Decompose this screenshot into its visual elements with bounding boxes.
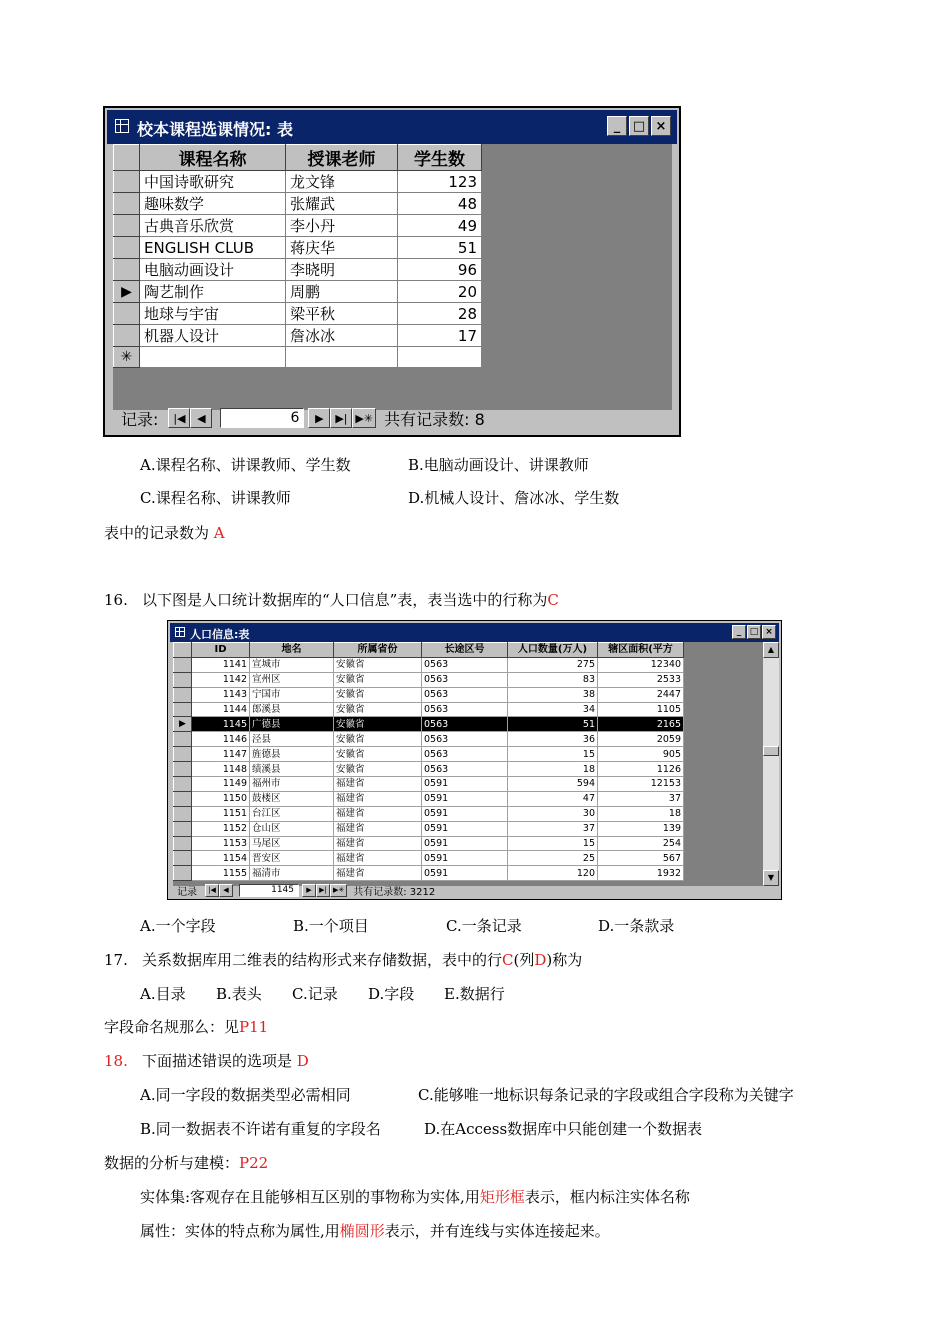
cell-teacher[interactable]: 詹冰冰	[286, 325, 398, 347]
cell-province[interactable]: 福建省	[334, 836, 422, 851]
row-selector[interactable]	[174, 702, 192, 717]
row-selector[interactable]	[114, 303, 140, 325]
cell-name[interactable]: 宣城市	[250, 657, 334, 672]
cell-name[interactable]: 泾县	[250, 732, 334, 747]
close-button[interactable]: ×	[762, 625, 776, 639]
cell-province[interactable]: 安徽省	[334, 687, 422, 702]
cell-province[interactable]: 福建省	[334, 791, 422, 806]
column-header-teacher[interactable]: 授课老师	[286, 145, 398, 171]
cell-id[interactable]: 1145	[192, 717, 250, 732]
window-titlebar[interactable]	[170, 623, 779, 642]
record-count-line: 表中的记录数为 A	[104, 524, 225, 542]
row-selector[interactable]	[114, 171, 140, 193]
cell-teacher[interactable]: 李晓明	[286, 259, 398, 281]
q17-option-d: D.字段	[368, 985, 415, 1003]
q17-option-c: C.记录	[292, 985, 338, 1003]
table-row[interactable]	[174, 747, 684, 762]
cell-id[interactable]: 1154	[192, 851, 250, 866]
row-selector[interactable]	[174, 657, 192, 672]
minimize-button[interactable]: _	[732, 625, 746, 639]
cell-name[interactable]: 福州市	[250, 777, 334, 792]
row-selector[interactable]	[174, 851, 192, 866]
cell-area[interactable]: 2447	[598, 687, 684, 702]
cell-name[interactable]: 仓山区	[250, 821, 334, 836]
row-selector[interactable]	[174, 762, 192, 777]
row-selector[interactable]	[174, 732, 192, 747]
record-navigation-bar	[173, 883, 435, 897]
q15-option-d: D.机械人设计、詹冰冰、学生数	[408, 489, 620, 507]
cell-area[interactable]: 2165	[598, 717, 684, 732]
cell-areacode[interactable]: 0563	[422, 747, 508, 762]
cell-area[interactable]: 254	[598, 836, 684, 851]
cell-province[interactable]: 福建省	[334, 851, 422, 866]
cell-population[interactable]: 51	[508, 717, 598, 732]
table-row[interactable]	[114, 215, 482, 237]
column-header-name[interactable]: 地名	[250, 643, 334, 658]
cell-area[interactable]: 2059	[598, 732, 684, 747]
minimize-button[interactable]: _	[607, 116, 627, 136]
q17-options	[140, 984, 505, 1004]
table-row[interactable]	[114, 303, 482, 325]
cell-name[interactable]: 郎溪县	[250, 702, 334, 717]
last-record-button[interactable]: ▶|	[330, 408, 352, 428]
entity-definition: 实体集:客观存在且能够相互区别的事物称为实体,用矩形框表示，框内标注实体名称	[140, 1188, 690, 1206]
cell-area[interactable]: 37	[598, 791, 684, 806]
row-selector[interactable]	[174, 687, 192, 702]
cell-areacode[interactable]: 0563	[422, 762, 508, 777]
column-header-area[interactable]: 辖区面积(平方	[598, 643, 684, 658]
cell-name[interactable]: 马尾区	[250, 836, 334, 851]
cell-province[interactable]: 安徽省	[334, 732, 422, 747]
table-row[interactable]	[174, 851, 684, 866]
cell-population[interactable]: 34	[508, 702, 598, 717]
table-row[interactable]	[114, 281, 482, 303]
cell-name[interactable]: 福清市	[250, 866, 334, 881]
cell-areacode[interactable]: 0591	[422, 791, 508, 806]
select-all-corner[interactable]	[114, 145, 140, 171]
select-all-corner[interactable]	[174, 643, 192, 658]
cell-province[interactable]: 安徽省	[334, 657, 422, 672]
scroll-up-arrow-icon[interactable]: ▲	[763, 642, 779, 658]
q18-option-d: D.在Access数据库中只能创建一个数据表	[424, 1120, 703, 1138]
cell-id[interactable]: 1152	[192, 821, 250, 836]
population-table-window	[167, 620, 782, 900]
cell-name[interactable]: 鼓楼区	[250, 791, 334, 806]
cell-areacode[interactable]: 0563	[422, 687, 508, 702]
empty-cell[interactable]	[286, 347, 398, 368]
record-navigation-bar	[113, 405, 672, 431]
scroll-down-arrow-icon[interactable]: ▼	[763, 870, 779, 886]
cell-course[interactable]: ENGLISH CLUB	[140, 237, 286, 259]
cell-id[interactable]: 1144	[192, 702, 250, 717]
cell-count[interactable]: 96	[398, 259, 482, 281]
empty-cell[interactable]	[398, 347, 482, 368]
q17-answer-row: C	[502, 951, 514, 969]
prev-record-button[interactable]: ◀	[190, 408, 212, 428]
cell-population[interactable]: 594	[508, 777, 598, 792]
first-record-button[interactable]: |◀	[205, 884, 219, 897]
q17-question: 17. 关系数据库用二维表的结构形式来存储数据，表中的行C(列D)称为	[104, 951, 583, 969]
table-row[interactable]	[174, 687, 684, 702]
window-title: 人口信息:表	[190, 628, 250, 641]
cell-population[interactable]: 37	[508, 821, 598, 836]
vertical-scrollbar[interactable]	[763, 642, 779, 886]
cell-area[interactable]: 1932	[598, 866, 684, 881]
row-selector[interactable]	[174, 866, 192, 881]
cell-population[interactable]: 38	[508, 687, 598, 702]
row-selector[interactable]	[114, 325, 140, 347]
cell-teacher[interactable]: 李小丹	[286, 215, 398, 237]
cell-teacher[interactable]: 周鹏	[286, 281, 398, 303]
row-selector[interactable]	[114, 215, 140, 237]
close-button[interactable]: ×	[651, 116, 671, 136]
row-selector[interactable]	[114, 259, 140, 281]
table-icon	[115, 119, 129, 133]
q16-answer: C	[547, 591, 559, 609]
table-row[interactable]	[174, 762, 684, 777]
cell-province[interactable]: 安徽省	[334, 762, 422, 777]
modeling-ref: P22	[239, 1154, 269, 1172]
cell-areacode[interactable]: 0591	[422, 866, 508, 881]
row-selector[interactable]: ▶	[114, 281, 140, 303]
table-row[interactable]	[174, 791, 684, 806]
cell-id[interactable]: 1155	[192, 866, 250, 881]
record-label: 记录	[177, 886, 197, 898]
column-header-province[interactable]: 所属省份	[334, 643, 422, 658]
cell-province[interactable]: 安徽省	[334, 747, 422, 762]
q17-answer-col: D	[534, 951, 547, 969]
current-record-input[interactable]: 1145	[239, 884, 299, 897]
cell-id[interactable]: 1143	[192, 687, 250, 702]
cell-course[interactable]: 机器人设计	[140, 325, 286, 347]
scroll-thumb[interactable]	[763, 746, 779, 756]
row-selector[interactable]: ▶	[174, 717, 192, 732]
next-record-button[interactable]: ▶	[302, 884, 316, 897]
cell-areacode[interactable]: 0591	[422, 806, 508, 821]
cell-province[interactable]: 福建省	[334, 866, 422, 881]
cell-course[interactable]: 古典音乐欣赏	[140, 215, 286, 237]
cell-name[interactable]: 绩溪县	[250, 762, 334, 777]
cell-population[interactable]: 18	[508, 762, 598, 777]
cell-count[interactable]: 20	[398, 281, 482, 303]
cell-province[interactable]: 福建省	[334, 821, 422, 836]
row-selector[interactable]	[174, 821, 192, 836]
record-count-answer: A	[213, 524, 225, 542]
cell-count[interactable]: 28	[398, 303, 482, 325]
cell-course[interactable]: 中国诗歌研究	[140, 171, 286, 193]
table-row[interactable]	[174, 866, 684, 881]
cell-area[interactable]: 567	[598, 851, 684, 866]
cell-areacode[interactable]: 0563	[422, 702, 508, 717]
cell-areacode[interactable]: 0563	[422, 717, 508, 732]
table-row[interactable]	[174, 672, 684, 687]
total-records: 共有记录数: 3212	[353, 886, 436, 898]
new-record-button[interactable]: ▶✳	[352, 408, 376, 428]
cell-id[interactable]: 1147	[192, 747, 250, 762]
record-label: 记录:	[121, 409, 159, 429]
row-selector[interactable]	[114, 193, 140, 215]
table-row[interactable]	[114, 237, 482, 259]
course-selection-table-window	[103, 106, 681, 437]
column-header-id[interactable]: ID	[192, 643, 250, 658]
q17-option-e: E.数据行	[444, 985, 505, 1003]
q17-option-b: B.表头	[216, 985, 262, 1003]
cell-population[interactable]: 36	[508, 732, 598, 747]
cell-population[interactable]: 47	[508, 791, 598, 806]
table-row[interactable]	[114, 171, 482, 193]
row-selector[interactable]	[174, 836, 192, 851]
column-header-areacode[interactable]: 长途区号	[422, 643, 508, 658]
q18-option-b: B.同一数据表不许诺有重复的字段名	[140, 1120, 381, 1138]
cell-province[interactable]: 安徽省	[334, 672, 422, 687]
cell-area[interactable]: 1105	[598, 702, 684, 717]
q15-option-c: C.课程名称、讲课教师	[140, 489, 291, 507]
cell-id[interactable]: 1146	[192, 732, 250, 747]
cell-province[interactable]: 福建省	[334, 806, 422, 821]
table-row[interactable]	[114, 259, 482, 281]
cell-population[interactable]: 83	[508, 672, 598, 687]
cell-area[interactable]: 1126	[598, 762, 684, 777]
cell-name[interactable]: 广德县	[250, 717, 334, 732]
cell-count[interactable]: 17	[398, 325, 482, 347]
datasheet-grid	[173, 642, 764, 886]
row-selector[interactable]	[114, 237, 140, 259]
row-selector[interactable]	[174, 806, 192, 821]
cell-areacode[interactable]: 0591	[422, 851, 508, 866]
next-record-button[interactable]: ▶	[308, 408, 330, 428]
cell-id[interactable]: 1148	[192, 762, 250, 777]
cell-area[interactable]: 12340	[598, 657, 684, 672]
cell-province[interactable]: 安徽省	[334, 717, 422, 732]
cell-count[interactable]: 51	[398, 237, 482, 259]
q18-answer: D	[296, 1052, 309, 1070]
window-titlebar[interactable]	[107, 110, 677, 144]
empty-cell[interactable]	[140, 347, 286, 368]
cell-name[interactable]: 晋安区	[250, 851, 334, 866]
q16-option-d: D.一条款录	[598, 917, 675, 935]
cell-area[interactable]: 139	[598, 821, 684, 836]
cell-population[interactable]: 120	[508, 866, 598, 881]
table-row[interactable]	[174, 777, 684, 792]
modeling-heading: 数据的分析与建模：P22	[104, 1154, 269, 1172]
q16-option-c: C.一条记录	[446, 917, 522, 935]
table-row[interactable]	[174, 732, 684, 747]
row-selector[interactable]	[174, 777, 192, 792]
cell-id[interactable]: 1149	[192, 777, 250, 792]
datasheet-table	[113, 144, 482, 368]
table-row[interactable]	[114, 325, 482, 347]
table-row[interactable]	[174, 836, 684, 851]
cell-course[interactable]: 趣味数学	[140, 193, 286, 215]
first-record-button[interactable]: |◀	[168, 408, 190, 428]
cell-count[interactable]: 48	[398, 193, 482, 215]
cell-name[interactable]: 旌德县	[250, 747, 334, 762]
cell-id[interactable]: 1141	[192, 657, 250, 672]
cell-course[interactable]: 电脑动画设计	[140, 259, 286, 281]
table-icon	[175, 627, 185, 637]
cell-areacode[interactable]: 0591	[422, 821, 508, 836]
cell-population[interactable]: 275	[508, 657, 598, 672]
cell-id[interactable]: 1153	[192, 836, 250, 851]
cell-population[interactable]: 25	[508, 851, 598, 866]
cell-teacher[interactable]: 龙文锋	[286, 171, 398, 193]
datasheet-grid	[113, 144, 672, 410]
cell-area[interactable]: 18	[598, 806, 684, 821]
cell-population[interactable]: 15	[508, 747, 598, 762]
new-record-row[interactable]	[114, 347, 482, 368]
cell-province[interactable]: 福建省	[334, 777, 422, 792]
cell-areacode[interactable]: 0591	[422, 836, 508, 851]
window-title: 校本课程选课情况: 表	[137, 120, 293, 139]
table-row[interactable]	[174, 702, 684, 717]
cell-teacher[interactable]: 蒋庆华	[286, 237, 398, 259]
q16-option-a: A.一个字段	[140, 917, 216, 935]
q16-question: 16. 以下图是人口统计数据库的“人口信息”表，表当选中的行称为C	[104, 591, 559, 609]
q17-option-a: A.目录	[140, 985, 186, 1003]
table-row[interactable]	[174, 821, 684, 836]
cell-id[interactable]: 1151	[192, 806, 250, 821]
field-naming-note: 字段命名规那么：见P11	[104, 1018, 269, 1036]
cell-count[interactable]: 123	[398, 171, 482, 193]
cell-population[interactable]: 30	[508, 806, 598, 821]
cell-course[interactable]: 地球与宇宙	[140, 303, 286, 325]
cell-teacher[interactable]: 梁平秋	[286, 303, 398, 325]
maximize-button[interactable]: □	[629, 116, 649, 136]
cell-province[interactable]: 安徽省	[334, 702, 422, 717]
column-header-course[interactable]: 课程名称	[140, 145, 286, 171]
cell-name[interactable]: 台江区	[250, 806, 334, 821]
datasheet-table	[173, 642, 684, 881]
row-selector[interactable]	[174, 672, 192, 687]
table-row[interactable]	[174, 717, 684, 732]
column-header-population[interactable]: 人口数量(万人)	[508, 643, 598, 658]
last-record-button[interactable]: ▶|	[316, 884, 330, 897]
cell-area[interactable]: 905	[598, 747, 684, 762]
new-record-marker[interactable]: ✳	[114, 347, 140, 368]
current-record-input[interactable]: 6	[220, 408, 304, 428]
q16-option-b: B.一个项目	[293, 917, 369, 935]
cell-teacher[interactable]: 张耀武	[286, 193, 398, 215]
cell-areacode[interactable]: 0563	[422, 672, 508, 687]
column-header-count[interactable]: 学生数	[398, 145, 482, 171]
cell-areacode[interactable]: 0591	[422, 777, 508, 792]
cell-area[interactable]: 12153	[598, 777, 684, 792]
cell-count[interactable]: 49	[398, 215, 482, 237]
field-naming-ref: P11	[239, 1018, 269, 1036]
row-selector[interactable]	[174, 791, 192, 806]
cell-id[interactable]: 1142	[192, 672, 250, 687]
q18-option-c: C.能够唯一地标识每条记录的字段或组合字段称为关键字	[418, 1086, 794, 1104]
new-record-button[interactable]: ▶✳	[330, 884, 347, 897]
cell-areacode[interactable]: 0563	[422, 732, 508, 747]
cell-area[interactable]: 2533	[598, 672, 684, 687]
cell-name[interactable]: 宣州区	[250, 672, 334, 687]
table-row[interactable]	[114, 193, 482, 215]
q15-option-a: A.课程名称、讲课教师、学生数	[140, 456, 351, 474]
attribute-definition: 属性：实体的特点称为属性,用椭圆形表示，并有连线与实体连接起来。	[140, 1222, 610, 1240]
maximize-button[interactable]: □	[747, 625, 761, 639]
cell-id[interactable]: 1150	[192, 791, 250, 806]
cell-course[interactable]: 陶艺制作	[140, 281, 286, 303]
cell-population[interactable]: 15	[508, 836, 598, 851]
total-records: 共有记录数: 8	[384, 409, 485, 429]
q18-option-a: A.同一字段的数据类型必需相同	[140, 1086, 351, 1104]
table-row[interactable]	[174, 806, 684, 821]
row-selector[interactable]	[174, 747, 192, 762]
cell-areacode[interactable]: 0563	[422, 657, 508, 672]
prev-record-button[interactable]: ◀	[219, 884, 233, 897]
table-row[interactable]	[174, 657, 684, 672]
cell-name[interactable]: 宁国市	[250, 687, 334, 702]
q18-question: 18. 下面描述错误的选项是 D	[104, 1052, 309, 1070]
q15-option-b: B.电脑动画设计、讲课教师	[408, 456, 589, 474]
